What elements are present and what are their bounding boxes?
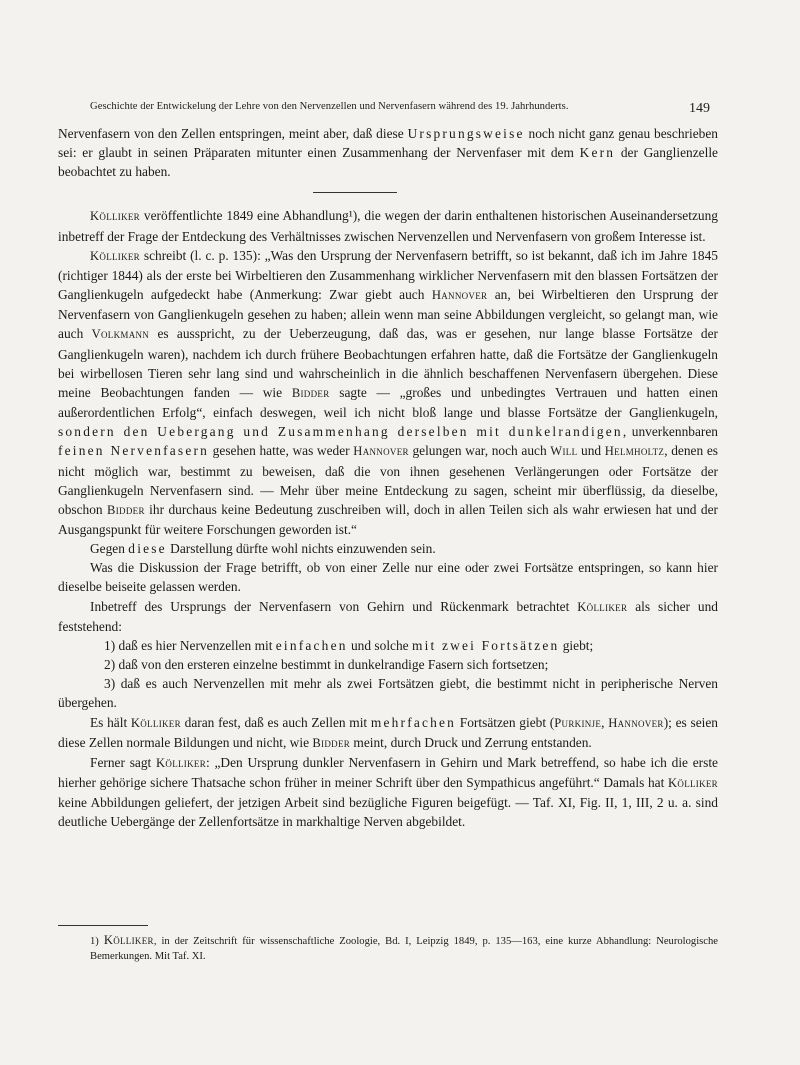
author-name: Bidder: [312, 735, 351, 750]
author-name: Kölliker: [668, 776, 718, 790]
running-header: Geschichte der Entwickelung der Lehre von den Nervenzellen und Nervenfasern während des 19. Jahrhunderts.: [90, 101, 569, 112]
author-name: Kölliker: [90, 209, 140, 224]
author-name: Kölliker: [156, 755, 207, 770]
paragraph-5: Was die Diskussion der Frage betrifft, ob von einer Zelle nur eine oder zwei Fortsätze entspringen, so kann hier dieselbe beiseite gelassen werden.: [58, 560, 718, 595]
author-name: Kölliker: [577, 599, 628, 614]
spaced-term: einfachen: [275, 637, 348, 653]
paragraph-3: Kölliker schreibt (l. c. p. 135): „Was den Ursprung der Nervenfasern betrifft, so ist bekannt, daß ich im Jahre 1845 (richtiger 1844) als der erste bei Wirbeltieren den Zusammenhang wirklicher Nervenfasern mit den blassen Fortsätzen der Ganglienkugeln aufgedeckt habe (Anmerkung: Zwar giebt auch Hannover an, bei Wirbeltieren den Ursprung der Nervenfasern von Ganglienkugeln gesehen zu haben; allein wenn man seine Abbildungen vergleicht, so gelangt man, wie auch Volkmann es ausspricht, zu der Ueberzeugung, daß das, was er gesehen, nur lange blasse Fortsätze der Ganglienkugeln waren), nachdem ich durch frühere Beobachtungen erfahren hatte, daß die Fortsätze der Ganglienkugeln bei wirbellosen Tieren sehr lang sind und wahrscheinlich in die ähnlich beschaffenen Nervenfasern übergehen. Diese meine Beobachtungen fanden — wie Bidder sagte — „großes und unbedingtes Vertrauen und hatten einen außerordentlichen Erfolg“, einfach deswegen, weil ich nicht bloß lange und blasse Fortsätze der Ganglienkugeln, sondern den Uebergang und Zusammenhang derselben mit dunkelrandigen, unverkennbaren feinen Nervenfasern gesehen hatte, was weder Hannover gelungen war, noch auch Will und Helmholtz, denen es nicht möglich war, bestimmt zu beweisen, daß die von ihnen gesehenen Verlängerungen oder Fortsätze der Ganglienkugeln Nervenfasern sind. — Mehr über meine Entdeckung zu sagen, scheint mir überflüssig, da dieselbe, obschon Bidder ihr durchaus keine Bedeutung zuschreiben will, doch in allen Teilen sich als wahr erwiesen hat und der Ausgangspunkt für weitere Forschungen geworden ist.“: [58, 247, 719, 537]
author-name: Helmholtz: [604, 444, 665, 459]
page-number: 149: [689, 101, 710, 116]
paragraph-1: Nervenfasern von den Zellen entspringen, meint aber, daß diese Ursprungsweise noch nicht ganz genau beschrieben sei: er glaubt in seinen Präparaten mitunter einen Zusammenhang der Nervenfaser mit dem Kern der Ganglienzelle beobachtet zu haben.: [58, 126, 718, 180]
author-name: Kölliker: [90, 248, 140, 263]
paragraph-6: Inbetreff des Ursprungs der Nervenfasern von Gehirn und Rückenmark betrachtet Kölliker als sicher und feststehend:: [58, 598, 718, 634]
author-name: Will: [550, 444, 578, 459]
author-name: Bidder: [291, 385, 330, 400]
author-name: Purkinje: [554, 715, 602, 730]
spaced-term: Ursprungsweise: [407, 126, 525, 141]
paragraph-2: Kölliker veröffentlichte 1849 eine Abhandlung¹), die wegen der darin enthaltenen historischen Auseinandersetzung inbetreff der Frage der Entdeckung des Verhältnisses zwischen Nervenzellen und Nervenfasern von großem Interesse ist.: [58, 208, 718, 244]
author-name: Volkmann: [91, 327, 150, 342]
list-item-2: 2) daß von den ersteren einzelne bestimmt in dunkelrandige Fasern sich fortsetzen;: [104, 657, 549, 673]
paragraph-7: Es hält Kölliker daran fest, daß es auch Zellen mit mehrfachen Fortsätzen giebt (Purkinje, Hannover); es seien diese Zellen normale Bildungen und nicht, wie Bidder meint, durch Druck und Zerrung entstanden.: [58, 714, 718, 750]
author-name: Kölliker: [103, 933, 154, 947]
section-divider: [313, 192, 397, 193]
spaced-term: diese: [128, 541, 167, 557]
spaced-term: mehrfachen: [370, 714, 457, 730]
list-item-3: 3) daß es auch Nervenzellen mit mehr als zwei Fortsätzen giebt, die bestimmt nicht in peripherische Nerven übergehen.: [58, 676, 718, 711]
author-name: Bidder: [107, 502, 145, 517]
paragraph-8: Ferner sagt Kölliker: „Den Ursprung dunkler Nervenfasern in Gehirn und Mark betreffend, so habe ich die erste hierher gehörige sichere Thatsache schon früher in meiner Schrift über den Sympathicus angeführt.“ Damals hat Kölliker keine Abbildungen geliefert, der jetzigen Arbeit sind bezügliche Figuren beigefügt. — Taf. XI, Fig. II, 1, III, 2 u. a. sind deutliche Uebergänge der Zellenfortsätze in markhaltige Nerven abgebildet.: [58, 754, 718, 830]
spaced-phrase: sondern den Uebergang und Zusammenhang derselben mit dunkelrandigen: [58, 424, 623, 440]
footnote: 1) Kölliker, in der Zeitschrift für wissenschaftliche Zoologie, Bd. I, Leipzig 1849, p. 135—163, eine kurze Abhandlung: Neurologische Bemerkungen. Mit Taf. XI.: [90, 933, 718, 962]
author-name: Hannover: [431, 288, 488, 303]
paragraph-4: Gegen diese Darstellung dürfte wohl nichts einzuwenden sein.: [90, 541, 436, 557]
author-name: Hannover: [353, 444, 409, 459]
spaced-phrase: feinen Nervenfasern: [58, 443, 210, 459]
list-item-1: 1) daß es hier Nervenzellen mit einfachen und solche mit zwei Fortsätzen giebt;: [104, 637, 594, 653]
footnote-rule: [58, 925, 148, 926]
body-text: [58, 124, 718, 831]
spaced-term: Kern: [579, 145, 616, 161]
author-name: Hannover: [608, 715, 664, 730]
author-name: Kölliker: [130, 715, 181, 730]
spaced-term: mit zwei Fortsätzen: [411, 637, 560, 653]
